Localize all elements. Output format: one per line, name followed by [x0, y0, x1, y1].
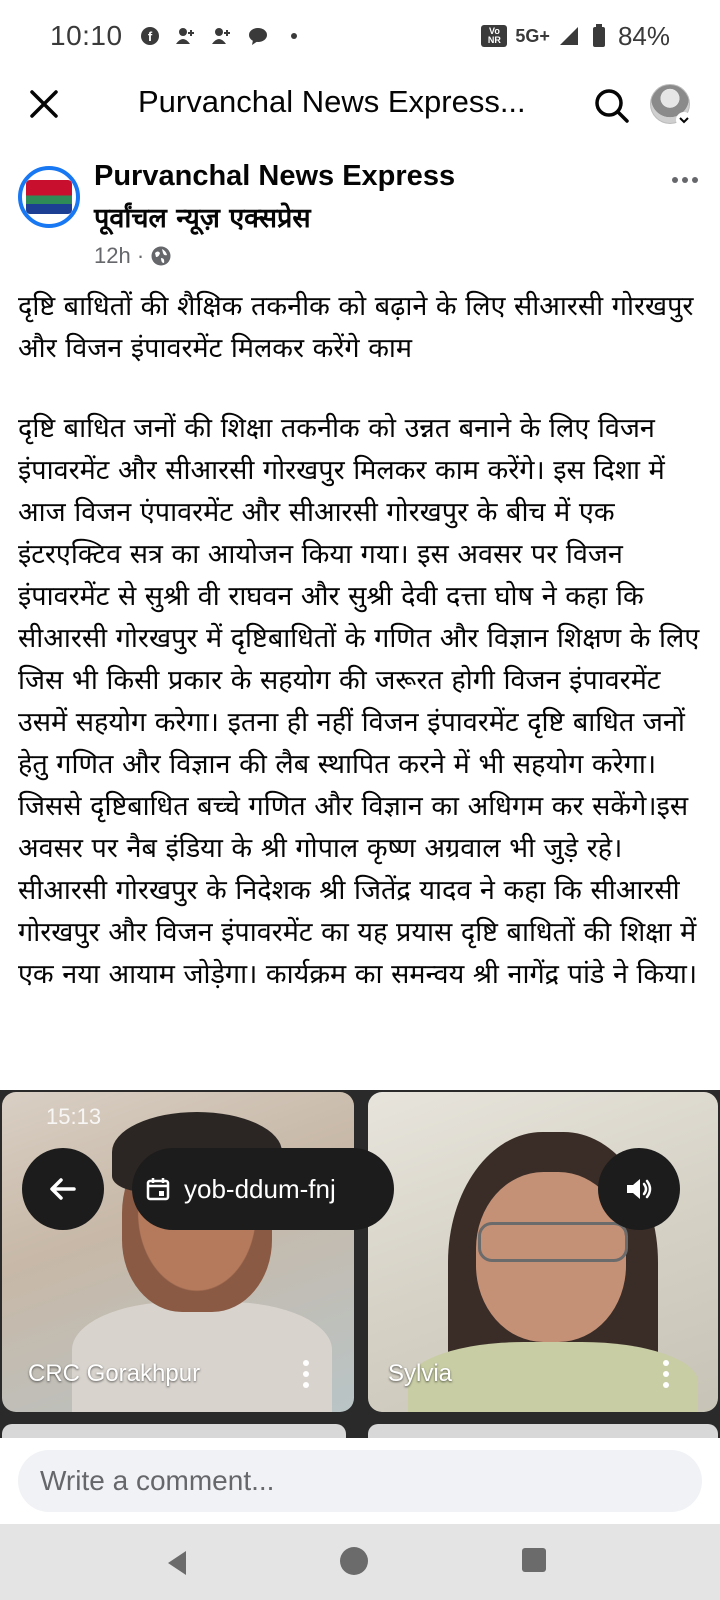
- participant-name-right: Sylvia: [388, 1360, 453, 1387]
- nav-home-button[interactable]: [340, 1547, 368, 1575]
- more-dot-icon: [692, 177, 698, 183]
- more-notifications-dot-icon: [283, 25, 305, 47]
- nav-recents-button[interactable]: [522, 1548, 546, 1572]
- page-name-hindi[interactable]: पूर्वांचल न्यूज़ एक्सप्रेस: [94, 203, 311, 234]
- tile-menu-icon: [662, 1360, 670, 1388]
- post-body: दृष्टि बाधित जनों की शिक्षा तकनीक को उन्नत बनाने के लिए विजन इंपावरमेंट और सीआरसी गोरखपुर मिलकर काम करेंगे। इस दिशा में आज विजन एंपावरमेंट और सीआरसी गोरखपुर के बीच में एक इंटरएक्टिव सत्र का आयोजन किया गया। इस अवसर पर विजन इंपावरमेंट से सुश्री वी राघवन और सुश्री देवी दत्ता घोष ने कहा कि सीआरसी गोरखपुर में दृष्टिबाधितों के गणित और विज्ञान शिक्षण के लिए जिस भी किसी प्रकार के सहयोग की जरूरत होगी विजन इंपावरमेंट उसमें सहयोग करेगा। इतना ही नहीं विजन इंपावरमेंट दृष्टि बाधित जनों हेतु गणित और विज्ञान की लैब स्थापित करने में भी सहयोग करेगा। जिससे दृष्टिबाधित बच्चे गणित और विज्ञान का अधिगम कर सकेंगे।इस अवसर पर नैब इंडिया के श्री गोपाल कृष्ण अग्रवाल भी जुड़े रहे। सीआरसी गोरखपुर के निदेशक श्री जितेंद्र यादव ने कहा कि सीआरसी गोरखपुर और विजन इंपावरमेंट का यह प्रयास दृष्टि बाधितों की शिक्षा में एक नया आयाम जोड़ेगा। कार्यक्रम का समन्वय श्री नागेंद्र पांडे ने किया।: [18, 413, 700, 990]
- network-type: 5G+: [515, 25, 550, 46]
- comment-input[interactable]: Write a comment...: [18, 1450, 702, 1512]
- video-tile-strip: [2, 1424, 346, 1438]
- post-meta: [94, 243, 172, 269]
- page-title: Purvanchal News Express...: [138, 84, 526, 119]
- more-dot-icon: [672, 177, 678, 183]
- add-friend-icon: [211, 25, 233, 47]
- participant-figure: [72, 1302, 332, 1412]
- status-bar: [0, 0, 720, 72]
- close-icon: [24, 84, 64, 124]
- comment-bar: [0, 1438, 720, 1524]
- volte-badge: Vo NR: [481, 25, 507, 47]
- tile-menu-icon: [302, 1360, 310, 1388]
- facebook-icon: [139, 25, 161, 47]
- page-name[interactable]: Purvanchal News Express: [94, 160, 456, 192]
- video-tile-left: [2, 1092, 354, 1412]
- speaker-button: [598, 1148, 680, 1230]
- notification-icons: [139, 25, 305, 47]
- nav-back-button[interactable]: [160, 1546, 194, 1580]
- search-button[interactable]: [592, 86, 632, 126]
- post-headline: दृष्टि बाधितों की शैक्षिक तकनीक को बढ़ाने के लिए सीआरसी गोरखपुर और विजन इंपावरमेंट मिलकर करेंगे काम: [18, 291, 694, 364]
- top-header: [0, 72, 720, 138]
- calendar-icon: [144, 1175, 172, 1203]
- battery-icon: [588, 25, 610, 47]
- post-image[interactable]: [0, 1090, 720, 1438]
- meeting-code-pill: [132, 1148, 394, 1230]
- svg-text:f: f: [147, 29, 152, 44]
- status-time: 10:10: [50, 20, 123, 51]
- triangle-back-icon: [160, 1546, 194, 1580]
- video-tile-right: [368, 1092, 718, 1412]
- globe-icon: [150, 245, 172, 267]
- screenshot-time: 15:13: [46, 1104, 102, 1129]
- add-friend-icon: [175, 25, 197, 47]
- chat-icon: [247, 25, 269, 47]
- search-icon: [592, 86, 632, 126]
- meet-back-button: [22, 1148, 104, 1230]
- video-tile-strip: [368, 1424, 718, 1438]
- post-time[interactable]: 12h ·: [94, 243, 145, 268]
- speaker-icon: [622, 1172, 656, 1206]
- close-button[interactable]: [24, 84, 64, 124]
- battery-percent: 84%: [617, 20, 670, 51]
- more-options-button[interactable]: [672, 170, 704, 190]
- signal-icon: [558, 25, 580, 47]
- arrow-left-icon: [46, 1172, 80, 1206]
- participant-figure: [478, 1222, 628, 1262]
- more-dot-icon: [682, 177, 688, 183]
- chevron-down-icon[interactable]: [676, 112, 692, 128]
- meeting-code: yob-ddum-fnj: [184, 1173, 336, 1204]
- page-avatar[interactable]: [18, 166, 80, 228]
- participant-name-left: CRC Gorakhpur: [28, 1360, 201, 1387]
- page-logo: [26, 180, 72, 214]
- system-status: [481, 21, 670, 52]
- system-nav-bar: [0, 1524, 720, 1600]
